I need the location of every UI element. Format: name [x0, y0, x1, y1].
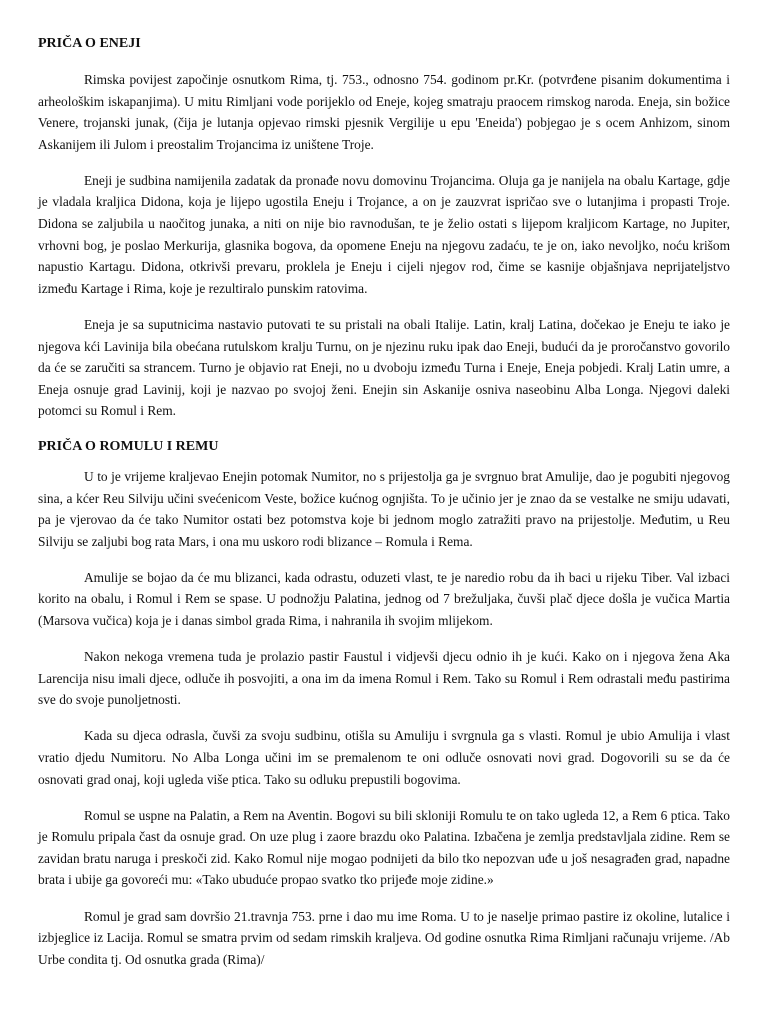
section-title-eneja: PRIČA O ENEJI: [38, 36, 141, 51]
paragraph-romul-6: Romul je grad sam dovršio 21.travnja 753. prne i dao mu ime Roma. U to je naselje primao pastire iz okoline, lutalice i izbjeglice iz Lacija. Romul se smatra prvim od sedam rimskih kraljeva. Od godine osnutka Rima Rimljani računaju vrijeme. /Ab Urbe condita tj. Od osnutka grada (Rima)/: [38, 908, 730, 967]
paragraph-romul-5: Romul se uspne na Palatin, a Rem na Aventin. Bogovi su bili skloniji Romulu te on tako ugleda 12, a Rem 6 ptica. Tako je Romulu pripala čast da osnuje grad. On uze plug i zaore brazdu oko Palatina. Izbačena je zemlja predstavljala zidine. Rem se zavidan bratu naruga i preskoči zid. Kako Romul nije mogao podnijeti da bilo tko nepozvan uđe u još nesagrađen grad, napadne brata i ubije ga govoreći mu: «Tako ubuduće propao svatko tko prijeđe moje zidine.»: [38, 807, 730, 888]
paragraph-romul-1: U to je vrijeme kraljevao Enejin potomak Numitor, no s prijestolja ga je svrgnuo brat Amulije, dao je pogubiti njegovog sina, a kćer Reu Silviju učini svećenicom Veste, božice kućnog ognjišta. To je učinio jer je znao da se vestalke ne smiju udavati, pa je vjerovao da će tako Numitor ostati bez potomstva koje bi jednom moglo zatražiti pravo na prijestolje. Međutim, u Reu Silviju se zaljubi bog rata Mars, i ona mu uskoro rodi blizance – Romula i Rema.: [38, 468, 730, 549]
paragraph-romul-3: Nakon nekoga vremena tuda je prolazio pastir Faustul i vidjevši djecu odnio ih je kući. Kako on i njegova žena Aka Larencija nisu imali djece, odluče ih posvojiti, a ona im da imena Romul i Rem. Tako su Romul i Rem odrastali među pastirima sve do svoje punoljetnosti.: [38, 649, 730, 708]
paragraph-romul-2: Amulije se bojao da će mu blizanci, kada odrastu, oduzeti vlast, te je naredio robu da ih baci u rijeku Tiber. Val izbaci korito na obalu, i Romul i Rem se spase. U podnožju Palatina, jednog od 7 brežuljaka, čuvši plač djece došla je vučica Martia (Marsova vučica) koja je i danas simbol grada Rima, i nahranila ih svojim mlijekom.: [38, 569, 730, 628]
paragraph-eneja-3: Eneja je sa suputnicima nastavio putovati te su pristali na obali Italije. Latin, kralj Latina, dočekao je Eneju te iako je njegova kći Lavinija bila obećana rutulskom kralju Turnu, on je njezinu ruku ipak dao Eneji, budući da je proročanstvo govorilo da će se zaručiti sa strancem. Turno je objavio rat Eneji, no u dvoboju između Turna i Eneje, Eneja pobjedi. Kralj Latin umre, a Eneja osnuje grad Lavinij, koji je nazvao po svojoj ženi. Enejin sin Askanije osniva naseobinu Alba Longa. Njegovi daleki potomci su Romul i Rem.: [38, 316, 730, 419]
document-page: [38, 34, 730, 970]
section-title-romul-rem: PRIČA O ROMULU I REMU: [38, 438, 219, 454]
paragraph-eneja-2: Eneji je sudbina namijenila zadatak da pronađe novu domovinu Trojancima. Oluja ga je nanijela na obalu Kartage, gdje je vladala kraljica Didona, koja je lijepo ugostila Eneju i Trojance, a on je zauzvrat ispričao sve o lutanjima i propasti Troje. Didona se zaljubila u naočitog junaka, a niti on nije bio ravnodušan, te je želio ostati s lijepom kraljicom Kartage, no Jupiter, vrhovni bog, je poslao Merkurija, glasnika bogova, da opomene Eneju na njegovu zadaću, te je on, iako nevoljko, noću krišom napustio Kartagu. Didona, otkrivši prevaru, proklela je Eneju i cijeli njegov rod, čime se kasnije objašnjava neprijateljstvo između Kartage i Rima, koje je rezultiralo punskim ratovima.: [38, 172, 730, 296]
paragraph-romul-4: Kada su djeca odrasla, čuvši za svoju sudbinu, otišla su Amuliju i svrgnula ga s vlasti. Romul je ubio Amulija i vlast vratio djedu Numitoru. No Alba Longa učini im se premalenom te oni odluče osnovati novi grad. Dogovorili su se da će osnovati grad onaj, koji ugleda više ptica. Tako su odluku prepustili bogovima.: [38, 728, 730, 787]
paragraph-eneja-1: Rimska povijest započinje osnutkom Rima, tj. 753., odnosno 754. godinom pr.Kr. (potvrđene pisanim dokumentima i arheološkim iskapanjima). U mitu Rimljani vode porijeklo od Eneje, kojeg smatraju praocem rimskog naroda. Eneja, sin božice Venere, trojanski junak, (čija je lutanja opjevao rimski pjesnik Vergilije u epu 'Eneida') pobjegao je s ocem Anhizom, sinom Askanijem ili Julom i preostalim Trojancima iz uništene Troje.: [38, 72, 730, 152]
